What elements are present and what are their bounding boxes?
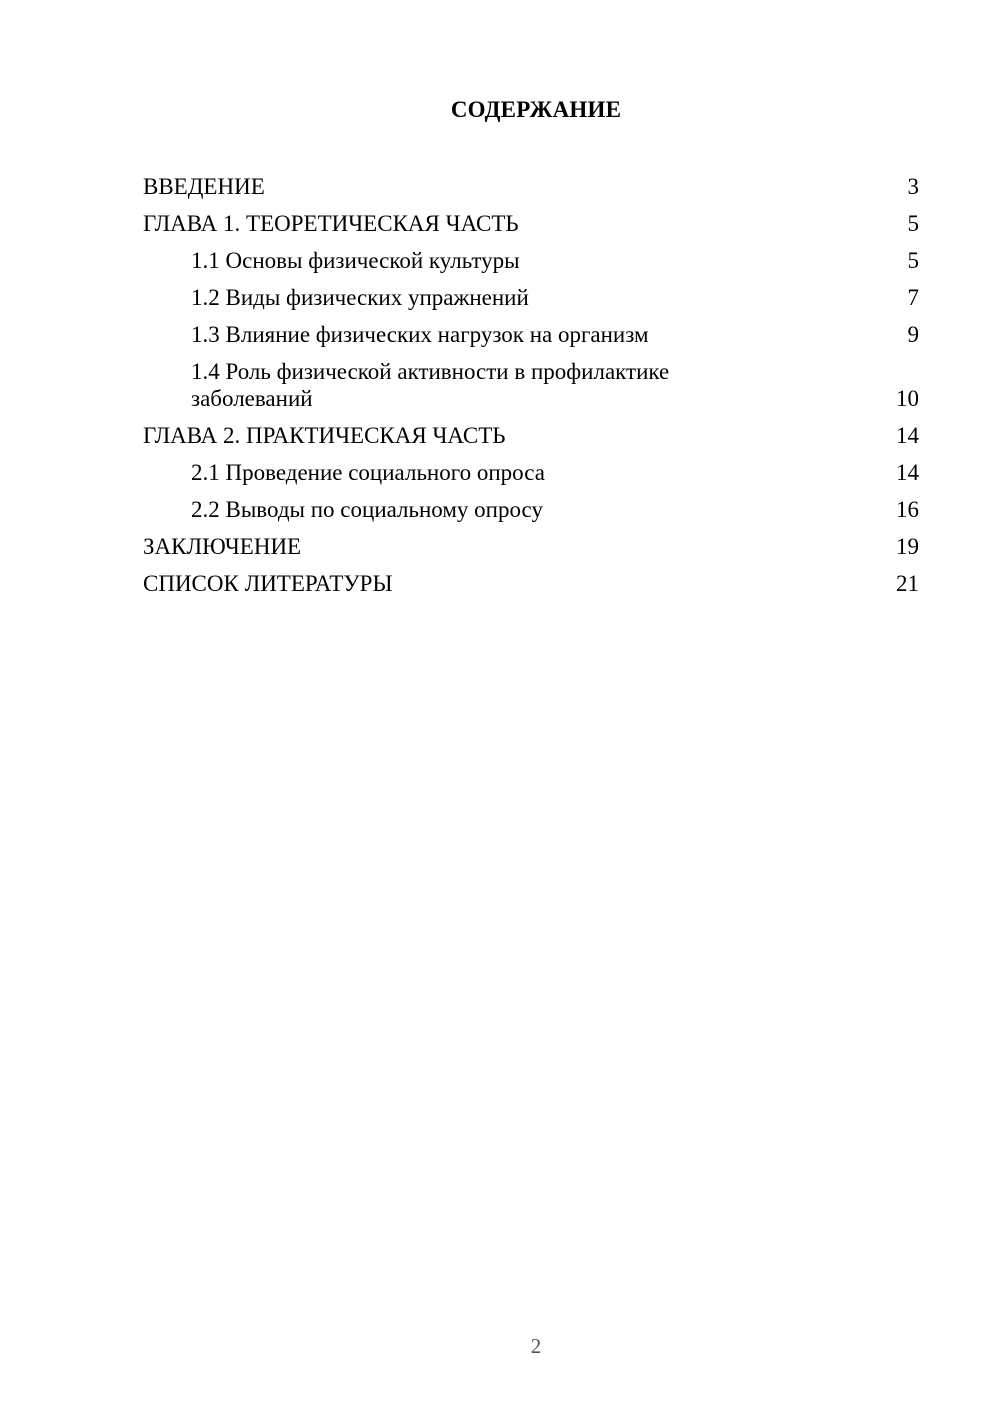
toc-entry-label: 1.3 Влияние физических нагрузок на организм [191,322,649,347]
toc-entry-page: 5 [907,248,919,273]
toc-entry-conclusion [143,528,919,565]
toc-entry-chapter-1 [143,205,919,242]
toc-entry-label: СПИСОК ЛИТЕРАТУРЫ [143,571,393,596]
toc-entry-label: ЗАКЛЮЧЕНИЕ [143,534,302,559]
toc-entry-page: 14 [896,460,919,485]
toc-entry-page: 21 [896,571,919,596]
toc-entry-page: 7 [907,285,919,310]
toc-entry-1-3 [143,316,919,353]
toc-entry-page: 10 [896,386,919,411]
toc-entry-page: 19 [896,534,919,559]
toc-entry-page: 3 [907,174,919,199]
toc-entry-2-2 [143,491,919,528]
page-number: 2 [530,1334,542,1358]
toc-entry-label: ВВЕДЕНИЕ [143,174,265,199]
toc-entry-1-1 [143,242,919,279]
table-of-contents [143,168,919,602]
toc-entry-label: 1.1 Основы физической культуры [191,248,520,273]
toc-entry-2-1 [143,454,919,491]
toc-entry-label: 2.1 Проведение социального опроса [191,460,545,485]
toc-entry-bibliography [143,565,919,602]
toc-entry-introduction [143,168,919,205]
toc-entry-page: 14 [896,423,919,448]
toc-entry-label: ГЛАВА 1. ТЕОРЕТИЧЕСКАЯ ЧАСТЬ [143,211,519,236]
toc-entry-label: 2.2 Выводы по социальному опросу [191,497,543,522]
toc-entry-chapter-2 [143,417,919,454]
toc-entry-1-2 [143,279,919,316]
toc-entry-page: 5 [907,211,919,236]
toc-entry-1-4 [143,353,919,417]
toc-entry-page: 9 [907,322,919,347]
toc-entry-label: 1.4 Роль физической активности в профилактике заболеваний [191,359,670,411]
toc-entry-label: 1.2 Виды физических упражнений [191,285,529,310]
toc-entry-page: 16 [896,497,919,522]
toc-entry-label: ГЛАВА 2. ПРАКТИЧЕСКАЯ ЧАСТЬ [143,423,506,448]
page-title: СОДЕРЖАНИЕ [450,97,622,122]
